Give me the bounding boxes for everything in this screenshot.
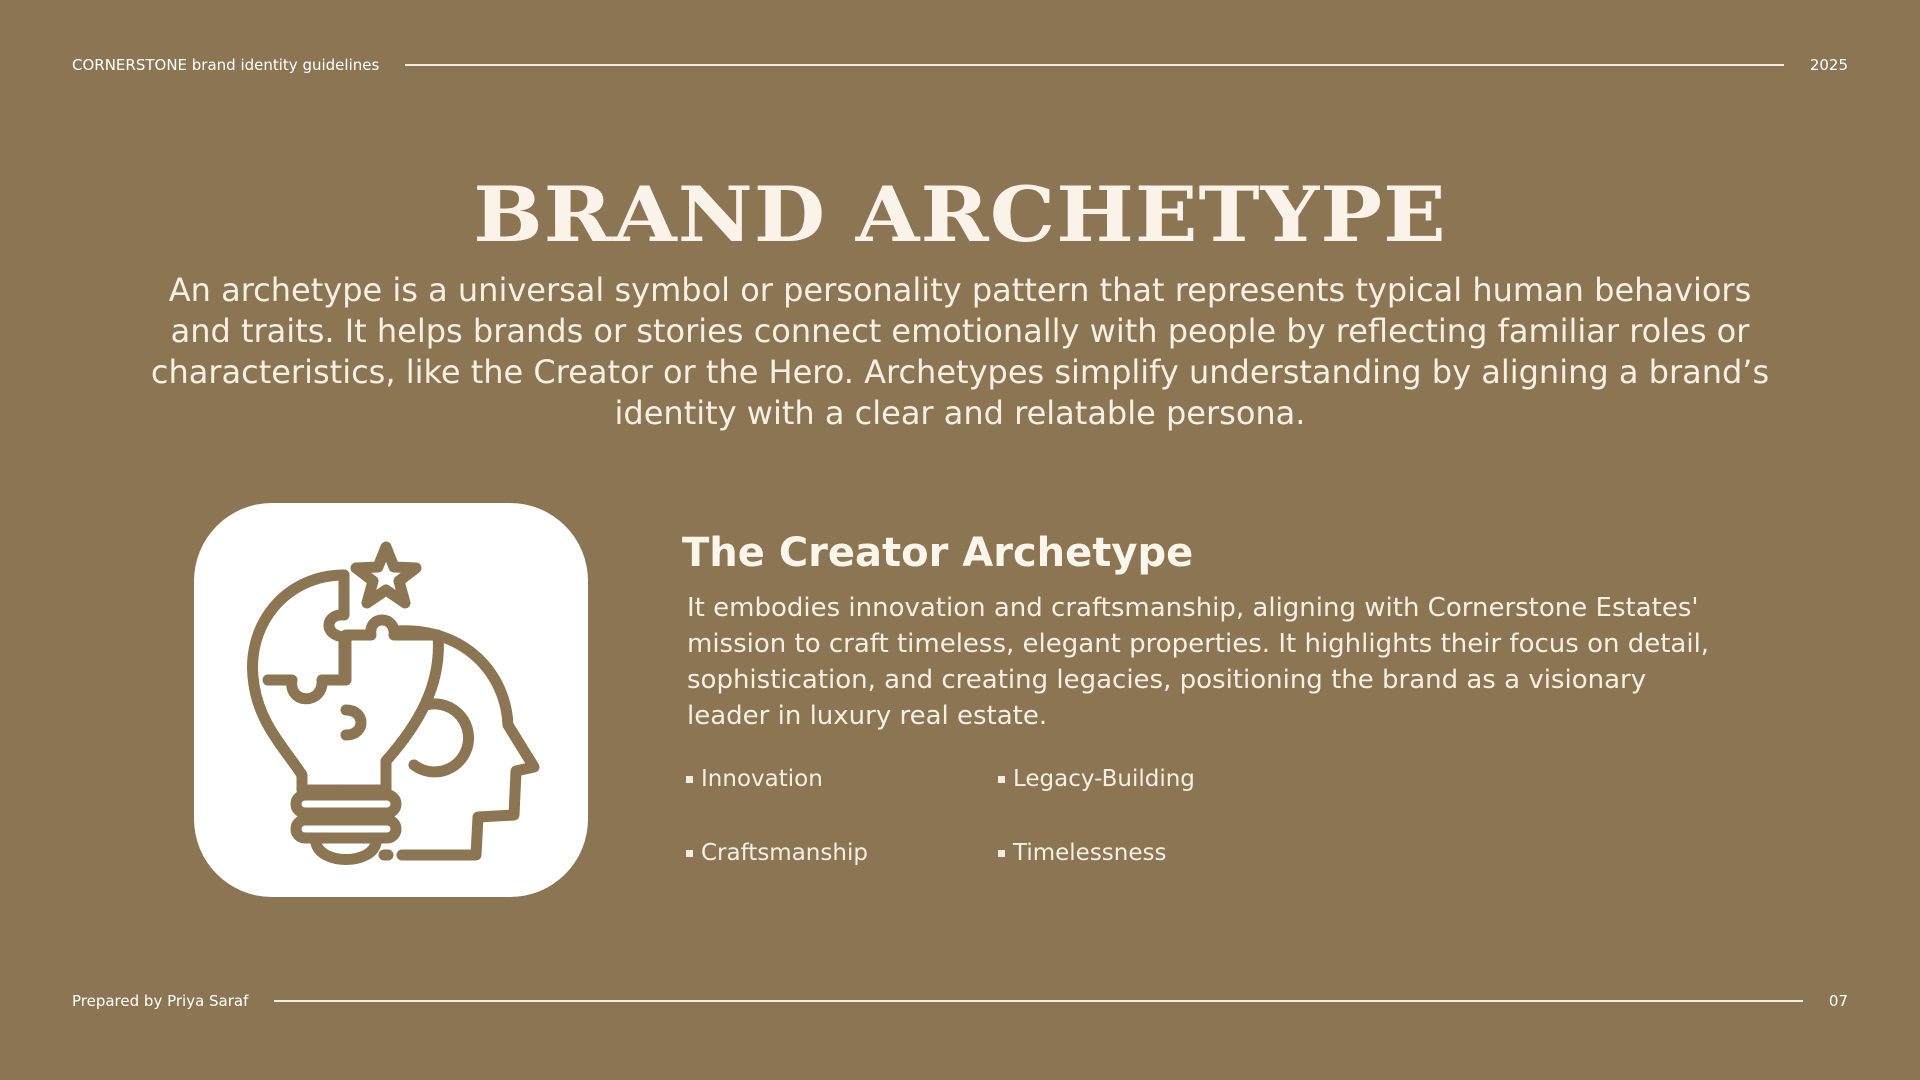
trait-label: Craftsmanship — [701, 840, 868, 866]
trait-label: Innovation — [701, 766, 823, 792]
header-divider — [405, 64, 1784, 66]
bullet-icon — [686, 776, 693, 783]
bullet-icon — [998, 776, 1005, 783]
footer — [72, 992, 1848, 1010]
trait-label: Timelessness — [1013, 840, 1167, 866]
trait-item — [686, 765, 998, 793]
header — [72, 56, 1848, 74]
footer-divider — [274, 1000, 1803, 1002]
archetype-icon-card — [194, 503, 588, 897]
trait-item — [998, 765, 1310, 793]
bullet-icon — [686, 850, 693, 857]
footer-page-number: 07 — [1828, 992, 1848, 1010]
trait-item — [686, 839, 998, 867]
bullet-icon — [998, 850, 1005, 857]
intro-paragraph: An archetype is a universal symbol or personality pattern that represents typical human behaviors and traits. It helps brands or stories connect emotionally with people by reflecting familiar roles or characteristics, like the Creator or the Hero. Archetypes simplify understanding by aligning a brand’s identity with a clear and relatable persona. — [150, 271, 1770, 432]
header-document-title: CORNERSTONE brand identity guidelines — [72, 56, 380, 74]
trait-label: Legacy-Building — [1013, 766, 1195, 792]
creator-archetype-icon — [226, 535, 556, 865]
footer-author: Prepared by Priya Saraf — [72, 992, 249, 1010]
header-year: 2025 — [1809, 56, 1848, 74]
trait-item — [998, 839, 1310, 867]
archetype-title: The Creator Archetype — [682, 530, 1194, 576]
archetype-description: It embodies innovation and craftsmanship, aligning with Cornerstone Estates' mission to craft timeless, elegant properties. It highlights their focus on detail, sophistication, and creating legacies, positioning the brand as a visionary leader in luxury real estate. — [687, 593, 1710, 731]
trait-list — [686, 765, 1310, 867]
page-title: BRAND ARCHETYPE — [473, 170, 1447, 259]
